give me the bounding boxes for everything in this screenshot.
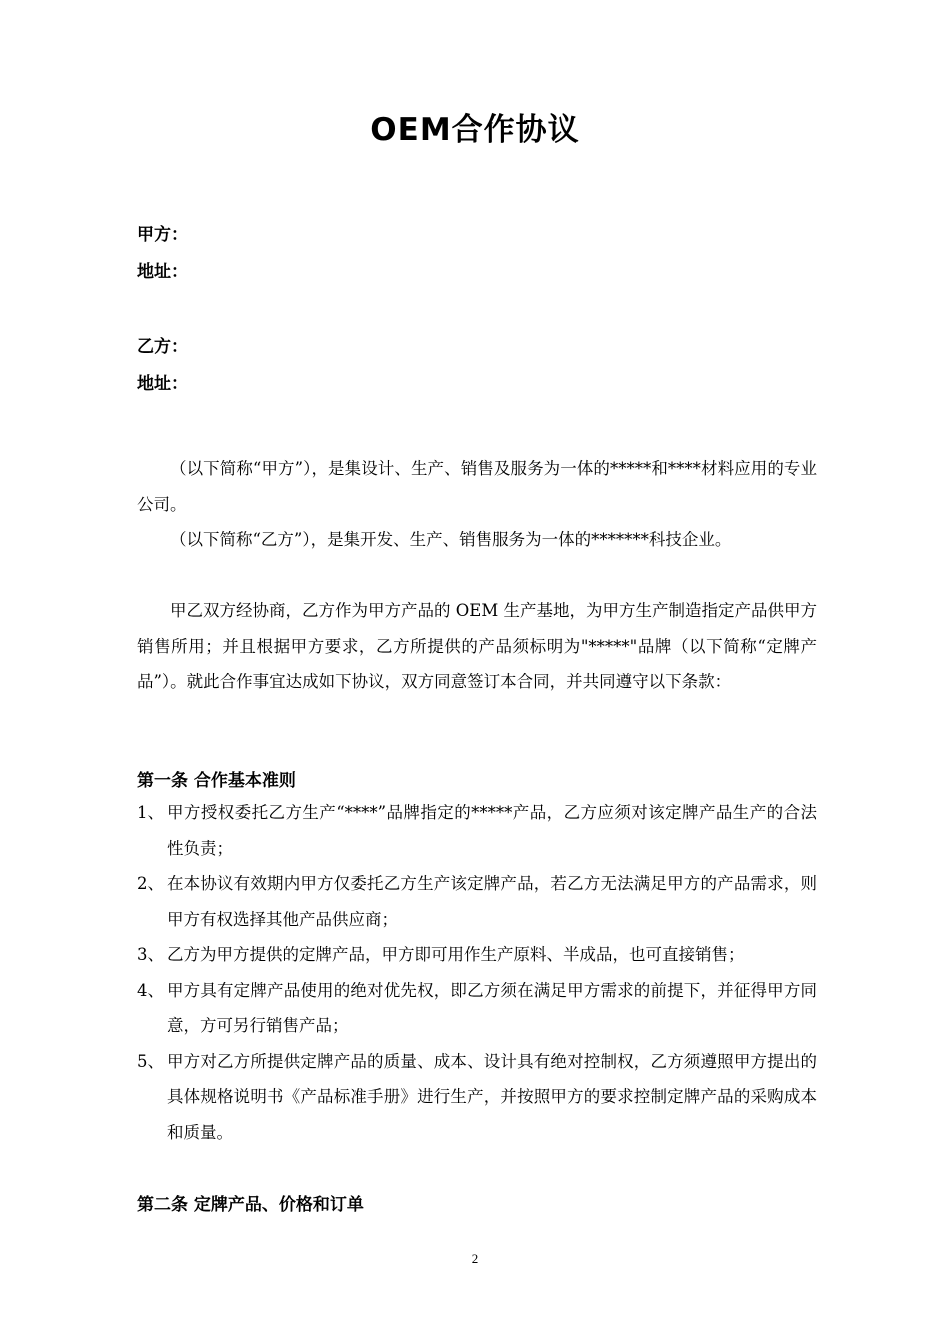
intro-agreement: 甲乙双方经协商，乙方作为甲方产品的 OEM 生产基地，为甲方生产制造指定产品供甲方销售所用；并且根据甲方要求，乙方所提供的产品须标明为"*****"品牌（以下简称“定牌产品”）。就此合作事宜达成如下协议，双方同意签订本合同，并共同遵守以下条款： <box>137 601 817 691</box>
list-item-number: 3、 <box>137 945 164 964</box>
party-b-label: 乙方： <box>137 337 188 357</box>
list-item-text: 甲方授权委托乙方生产“****”品牌指定的*****产品，乙方应须对该定牌产品生产的合法性负责； <box>167 803 817 858</box>
list-item-text: 甲方具有定牌产品使用的绝对优先权，即乙方须在满足甲方需求的前提下，并征得甲方同意，方可另行销售产品； <box>167 980 817 1035</box>
list-item <box>137 937 817 973</box>
list-item-number: 4、 <box>137 980 164 1000</box>
list-item-number: 5、 <box>137 1051 164 1071</box>
section-2-heading: 第二条 定牌产品、价格和订单 <box>137 1195 364 1215</box>
intro-party-a: （以下简称“甲方”），是集设计、生产、销售及服务为一体的*****和****材料应用的专业公司。 <box>137 459 817 514</box>
list-item-text: 在本协议有效期内甲方仅委托乙方生产该定牌产品，若乙方无法满足甲方的产品需求，则甲方有权选择其他产品供应商； <box>167 874 817 929</box>
list-item-number: 1、 <box>137 803 164 822</box>
list-item-text: 乙方为甲方提供的定牌产品，甲方即可用作生产原料、半成品，也可直接销售； <box>167 945 745 964</box>
party-a-address-label: 地址： <box>137 262 188 282</box>
list-item <box>137 973 817 1044</box>
party-b-address-label: 地址： <box>137 374 188 394</box>
list-item <box>137 1044 817 1151</box>
list-item <box>137 866 817 937</box>
intro-party-b: （以下简称“乙方”），是集开发、生产、销售服务为一体的*******科技企业。 <box>170 530 732 549</box>
document-title: OEM合作协议 <box>370 112 580 148</box>
list-item-number: 2、 <box>137 874 164 893</box>
list-item <box>137 795 817 866</box>
section-1-heading: 第一条 合作基本准则 <box>137 771 296 791</box>
section-1-list <box>137 795 817 1150</box>
list-item-text: 甲方对乙方所提供定牌产品的质量、成本、设计具有绝对控制权，乙方须遵照甲方提出的具体规格说明书《产品标准手册》进行生产，并按照甲方的要求控制定牌产品的采购成本和质量。 <box>167 1051 817 1142</box>
page-number: 2 <box>471 1251 479 1266</box>
party-a-label: 甲方： <box>137 225 188 245</box>
